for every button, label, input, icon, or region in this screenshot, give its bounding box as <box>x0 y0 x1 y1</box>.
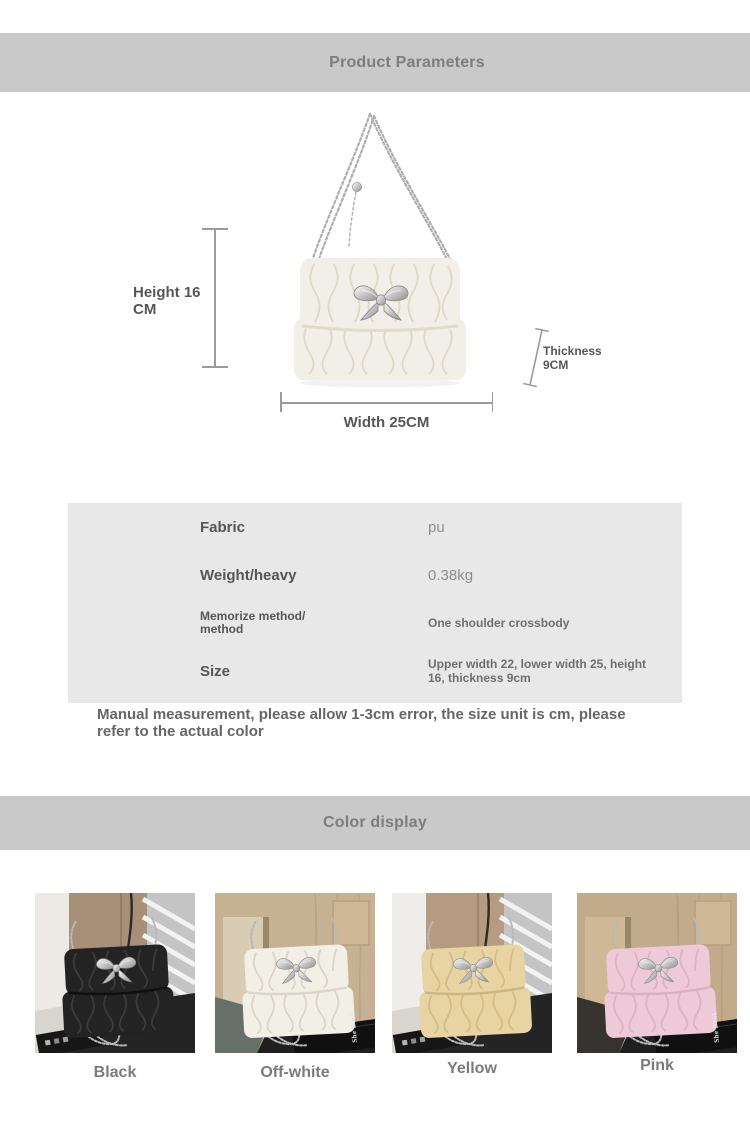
swatch-photo-yellow <box>392 893 552 1053</box>
height-dimension-label: Height 16 CM <box>133 284 201 318</box>
table-row-fabric <box>200 503 682 551</box>
width-line-right-cap <box>492 392 494 412</box>
measurement-disclaimer-note: Manual measurement, please allow 1-3cm error, the size unit is cm, please refer to the actual color <box>97 706 626 740</box>
swatch-label-yellow: Yellow <box>447 1060 497 1077</box>
swatch-black <box>35 893 195 1081</box>
table-row-size <box>200 647 682 695</box>
swatch-off-white <box>215 893 375 1081</box>
color-display-title: Color display <box>323 814 427 831</box>
height-line-bottom-cap <box>202 366 228 368</box>
product-dimension-figure <box>0 92 750 470</box>
fabric-value: pu <box>428 518 445 536</box>
table-row-weight <box>200 551 682 599</box>
book-prop-text: She Book <box>710 1011 721 1043</box>
size-value: Upper width 22, lower width 25, height 16, thickness 9cm <box>428 657 647 685</box>
color-display-band <box>0 796 750 850</box>
width-measure-line <box>280 402 493 404</box>
product-parameters-title: Product Parameters <box>329 53 485 71</box>
swatch-label-off-white: Off-white <box>260 1064 330 1081</box>
fabric-label: Fabric <box>200 518 246 536</box>
thickness-dimension-label: Thickness 9CM <box>543 344 602 372</box>
swatch-yellow <box>392 893 552 1077</box>
swatch-label-pink: Pink <box>640 1057 674 1074</box>
table-row-carry-method <box>200 599 682 647</box>
product-parameters-band <box>0 33 750 92</box>
product-photo-quilted-bow-bag <box>278 108 482 388</box>
parameters-table <box>68 503 682 703</box>
weight-value: 0.38kg <box>428 566 474 584</box>
weight-label: Weight/heavy <box>200 566 297 584</box>
color-swatch-row <box>0 893 750 1093</box>
swatch-pink <box>577 893 737 1074</box>
width-dimension-label: Width 25CM <box>343 414 430 431</box>
carry-method-value: One shoulder crossbody <box>428 616 570 630</box>
swatch-photo-off-white <box>215 893 375 1053</box>
swatch-photo-pink <box>577 893 737 1053</box>
swatch-label-black: Black <box>93 1064 137 1081</box>
carry-method-label: Memorize method/ method <box>200 609 306 636</box>
book-prop-text: She Book <box>348 1011 359 1043</box>
swatch-photo-black <box>35 893 195 1053</box>
size-label: Size <box>200 662 231 680</box>
